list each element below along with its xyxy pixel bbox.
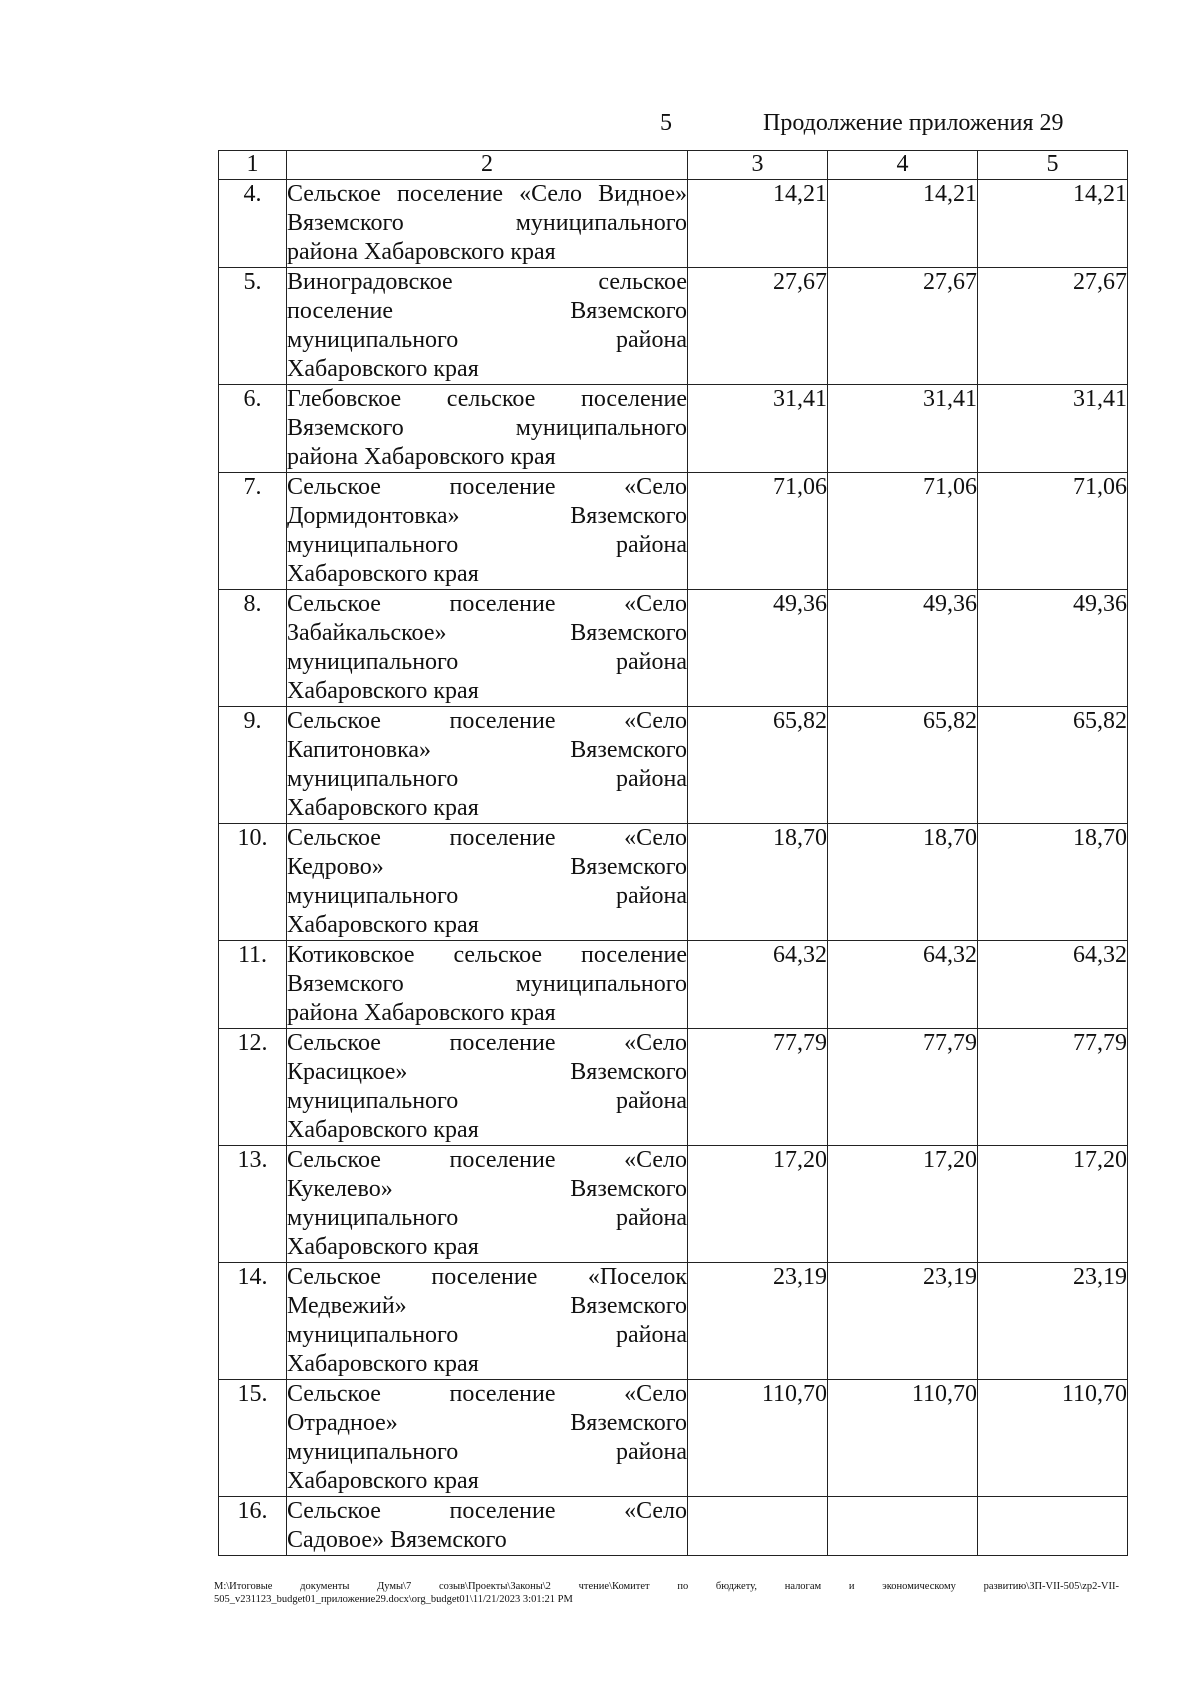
settlement-name: [287, 1263, 688, 1380]
value-cell-4: 65,82: [828, 707, 978, 824]
value-cell-3: [688, 1497, 828, 1556]
value-cell-3: 27,67: [688, 268, 828, 385]
value-cell-4: 23,19: [828, 1263, 978, 1380]
settlement-name-line: Вяземского муниципального: [287, 210, 687, 236]
value-cell-4: [828, 1497, 978, 1556]
settlement-name-line: Сельское поселение «Село: [287, 1147, 687, 1173]
value-cell-3: 18,70: [688, 824, 828, 941]
table-row: [219, 824, 1128, 941]
row-number: 10.: [219, 824, 287, 941]
table-row: [219, 941, 1128, 1029]
column-header: 2: [287, 151, 688, 180]
value-cell-5: 64,32: [978, 941, 1128, 1029]
settlement-name-line: муниципального района: [287, 1088, 687, 1114]
value-cell-3: 65,82: [688, 707, 828, 824]
settlement-name: [287, 1497, 688, 1556]
column-header: 4: [828, 151, 978, 180]
table-row: [219, 268, 1128, 385]
settlement-name-line: Хабаровского края: [287, 1234, 479, 1260]
settlement-name-line: Забайкальское» Вяземского: [287, 620, 687, 646]
value-cell-4: 27,67: [828, 268, 978, 385]
settlement-name-line: района Хабаровского края: [287, 444, 556, 470]
table-row: [219, 1146, 1128, 1263]
row-number: 12.: [219, 1029, 287, 1146]
table-row: [219, 180, 1128, 268]
settlement-name-line: Сельское поселение «Село: [287, 591, 687, 617]
settlement-name-line: района Хабаровского края: [287, 239, 556, 265]
settlement-name-line: Сельское поселение «Поселок: [287, 1264, 687, 1290]
value-cell-3: 110,70: [688, 1380, 828, 1497]
column-header: 1: [219, 151, 287, 180]
value-cell-4: 17,20: [828, 1146, 978, 1263]
settlement-name: [287, 268, 688, 385]
row-number: 16.: [219, 1497, 287, 1556]
settlement-name: [287, 473, 688, 590]
row-number: 13.: [219, 1146, 287, 1263]
value-cell-5: 14,21: [978, 180, 1128, 268]
table-row: [219, 1497, 1128, 1556]
settlement-name: [287, 1146, 688, 1263]
value-cell-5: 71,06: [978, 473, 1128, 590]
settlement-name-line: Хабаровского края: [287, 1117, 479, 1143]
row-number: 7.: [219, 473, 287, 590]
value-cell-3: 14,21: [688, 180, 828, 268]
value-cell-4: 77,79: [828, 1029, 978, 1146]
settlement-name-line: муниципального района: [287, 1205, 687, 1231]
value-cell-4: 71,06: [828, 473, 978, 590]
value-cell-4: 18,70: [828, 824, 978, 941]
settlement-name-line: муниципального района: [287, 1439, 687, 1465]
settlement-name-line: Сельское поселение «Село: [287, 708, 687, 734]
value-cell-5: [978, 1497, 1128, 1556]
row-number: 4.: [219, 180, 287, 268]
settlement-name-line: Хабаровского края: [287, 561, 479, 587]
table-row: [219, 590, 1128, 707]
value-cell-3: 64,32: [688, 941, 828, 1029]
row-number: 8.: [219, 590, 287, 707]
settlement-name-line: Медвежий» Вяземского: [287, 1293, 687, 1319]
value-cell-5: 77,79: [978, 1029, 1128, 1146]
value-cell-3: 49,36: [688, 590, 828, 707]
value-cell-5: 110,70: [978, 1380, 1128, 1497]
value-cell-4: 31,41: [828, 385, 978, 473]
value-cell-3: 77,79: [688, 1029, 828, 1146]
value-cell-5: 27,67: [978, 268, 1128, 385]
settlement-name-line: Отрадное» Вяземского: [287, 1410, 687, 1436]
settlement-name-line: Садовое» Вяземского: [287, 1527, 507, 1553]
row-number: 14.: [219, 1263, 287, 1380]
settlement-name-line: Хабаровского края: [287, 1351, 479, 1377]
settlement-name: [287, 1029, 688, 1146]
settlement-name: [287, 707, 688, 824]
settlement-name-line: муниципального района: [287, 532, 687, 558]
value-cell-5: 23,19: [978, 1263, 1128, 1380]
settlement-name-line: Сельское поселение «Село: [287, 1498, 687, 1524]
settlement-name-line: Сельское поселение «Село: [287, 474, 687, 500]
value-cell-5: 49,36: [978, 590, 1128, 707]
value-cell-5: 31,41: [978, 385, 1128, 473]
value-cell-5: 17,20: [978, 1146, 1128, 1263]
column-header: 3: [688, 151, 828, 180]
value-cell-4: 64,32: [828, 941, 978, 1029]
settlement-name-line: поселение Вяземского: [287, 298, 687, 324]
table-row: [219, 1029, 1128, 1146]
settlement-name-line: Котиковское сельское поселение: [287, 942, 687, 968]
value-cell-3: 17,20: [688, 1146, 828, 1263]
settlement-name-line: Хабаровского края: [287, 678, 479, 704]
settlement-name-line: Сельское поселение «Село: [287, 1381, 687, 1407]
settlement-name: [287, 941, 688, 1029]
value-cell-3: 23,19: [688, 1263, 828, 1380]
continuation-heading: Продолжение приложения 29: [763, 110, 1064, 136]
value-cell-5: 65,82: [978, 707, 1128, 824]
table-row: [219, 1380, 1128, 1497]
settlement-name-line: муниципального района: [287, 327, 687, 353]
settlement-name: [287, 590, 688, 707]
settlement-name: [287, 385, 688, 473]
settlement-name-line: муниципального района: [287, 883, 687, 909]
table-row: [219, 473, 1128, 590]
settlement-name-line: Вяземского муниципального: [287, 971, 687, 997]
settlement-name: [287, 180, 688, 268]
row-number: 11.: [219, 941, 287, 1029]
settlement-name-line: Капитоновка» Вяземского: [287, 737, 687, 763]
settlement-name-line: Глебовское сельское поселение: [287, 386, 687, 412]
value-cell-4: 14,21: [828, 180, 978, 268]
table-header-row: [219, 151, 1128, 180]
table-row: [219, 1263, 1128, 1380]
settlement-name-line: Вяземского муниципального: [287, 415, 687, 441]
settlement-name-line: Виноградовское сельское: [287, 269, 687, 295]
settlement-name-line: муниципального района: [287, 649, 687, 675]
settlement-name-line: Сельское поселение «Село: [287, 825, 687, 851]
settlement-name-line: Хабаровского края: [287, 356, 479, 382]
value-cell-5: 18,70: [978, 824, 1128, 941]
settlement-name-line: Кедрово» Вяземского: [287, 854, 687, 880]
settlement-name-line: Дормидонтовка» Вяземского: [287, 503, 687, 529]
settlement-name-line: Хабаровского края: [287, 795, 479, 821]
settlement-name: [287, 824, 688, 941]
settlement-name-line: Хабаровского края: [287, 912, 479, 938]
table-row: [219, 707, 1128, 824]
appendix-table: [218, 150, 1128, 1556]
value-cell-3: 71,06: [688, 473, 828, 590]
page-number: 5: [660, 110, 672, 136]
settlement-name-line: Хабаровского края: [287, 1468, 479, 1494]
settlement-name-line: муниципального района: [287, 1322, 687, 1348]
row-number: 5.: [219, 268, 287, 385]
settlement-name-line: муниципального района: [287, 766, 687, 792]
column-header: 5: [978, 151, 1128, 180]
settlement-name-line: Красицкое» Вяземского: [287, 1059, 687, 1085]
settlement-name-line: Кукелево» Вяземского: [287, 1176, 687, 1202]
settlement-name-line: района Хабаровского края: [287, 1000, 556, 1026]
file-path-footer: M:\Итоговые документы Думы\7 созыв\Проекты\Законы\2 чтение\Комитет по бюджету, налогам и экономическому развитию\ЗП-VII-505\zp2-VII-505_v231123_budget01_приложение29.docx\org_budget01\11/21/2023 3:01:21 PM: [214, 1581, 1119, 1605]
table-row: [219, 385, 1128, 473]
row-number: 9.: [219, 707, 287, 824]
value-cell-4: 110,70: [828, 1380, 978, 1497]
row-number: 15.: [219, 1380, 287, 1497]
value-cell-3: 31,41: [688, 385, 828, 473]
value-cell-4: 49,36: [828, 590, 978, 707]
settlement-name-line: Сельское поселение «Село: [287, 1030, 687, 1056]
settlement-name: [287, 1380, 688, 1497]
row-number: 6.: [219, 385, 287, 473]
settlement-name-line: Сельское поселение «Село Видное»: [287, 181, 687, 207]
